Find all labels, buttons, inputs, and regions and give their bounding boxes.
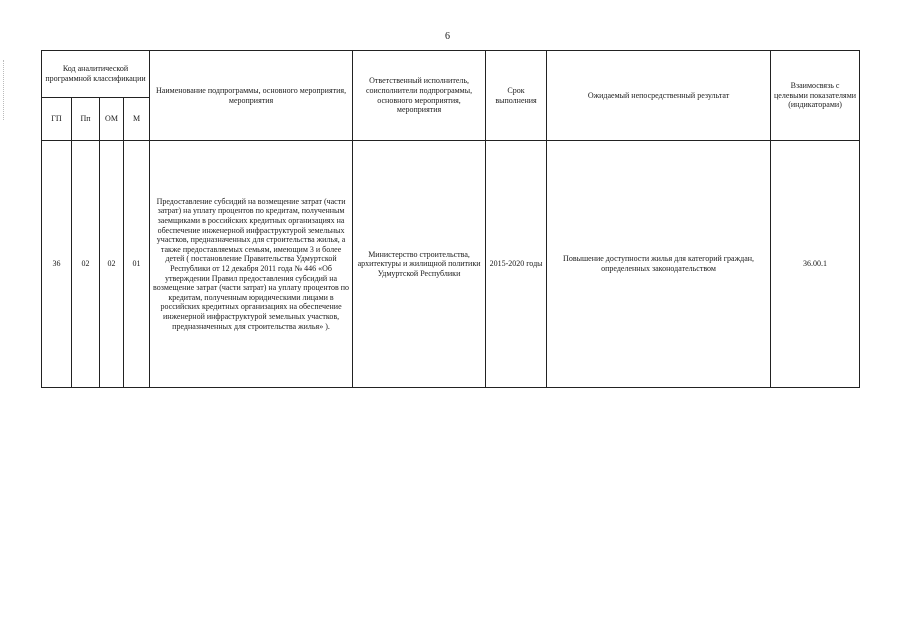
cell-pp: 02 <box>72 141 100 388</box>
cell-name: Предоставление субсидий на возмещение затрат (части затрат) на уплату процентов по кредитам, полученным заемщиками в российских кредитных организациях на обеспечение инженерной инфраструктурой земельных участков, предназначенных для строительства жилья, а также предоставляемых семьям, имеющим 3 и более детей ( постановление Правительства Удмуртской Республики от 12 декабря 2011 года № 446 «Об утверждении Правил предоставления субсидий на возмещение затрат (части затрат) на уплату процентов по кредитам, полученным юридическими лицами в российских кредитных организациях на обеспечение инженерной инфраструктурой земельных участков, предназначенных для строительства жилья» ). <box>150 141 353 388</box>
program-table <box>41 50 860 388</box>
header-result: Ожидаемый непосредственный результат <box>547 51 771 141</box>
header-term: Срок выполнения <box>486 51 547 141</box>
table-row <box>42 141 860 388</box>
header-name: Наименование подпрограммы, основного мероприятия, мероприятия <box>150 51 353 141</box>
page-number: 6 <box>445 31 450 42</box>
header-om: ОМ <box>100 98 124 141</box>
cell-indicator: 36.00.1 <box>771 141 860 388</box>
header-code-group: Код аналитической программной классификации <box>42 51 150 98</box>
cell-result: Повышение доступности жилья для категорий граждан, определенных законодательством <box>547 141 771 388</box>
header-pp: Пп <box>72 98 100 141</box>
header-m: М <box>124 98 150 141</box>
header-gp: ГП <box>42 98 72 141</box>
scan-margin-artifact <box>3 60 5 120</box>
cell-om: 02 <box>100 141 124 388</box>
cell-m: 01 <box>124 141 150 388</box>
cell-responsible: Министерство строительства, архитектуры и жилищной политики Удмуртской Республики <box>353 141 486 388</box>
header-responsible: Ответственный исполнитель, соисполнители подпрограммы, основного мероприятия, мероприятия <box>353 51 486 141</box>
header-indicator: Взаимосвязь с целевыми показателями (индикаторами) <box>771 51 860 141</box>
cell-gp: 36 <box>42 141 72 388</box>
cell-term: 2015-2020 годы <box>486 141 547 388</box>
